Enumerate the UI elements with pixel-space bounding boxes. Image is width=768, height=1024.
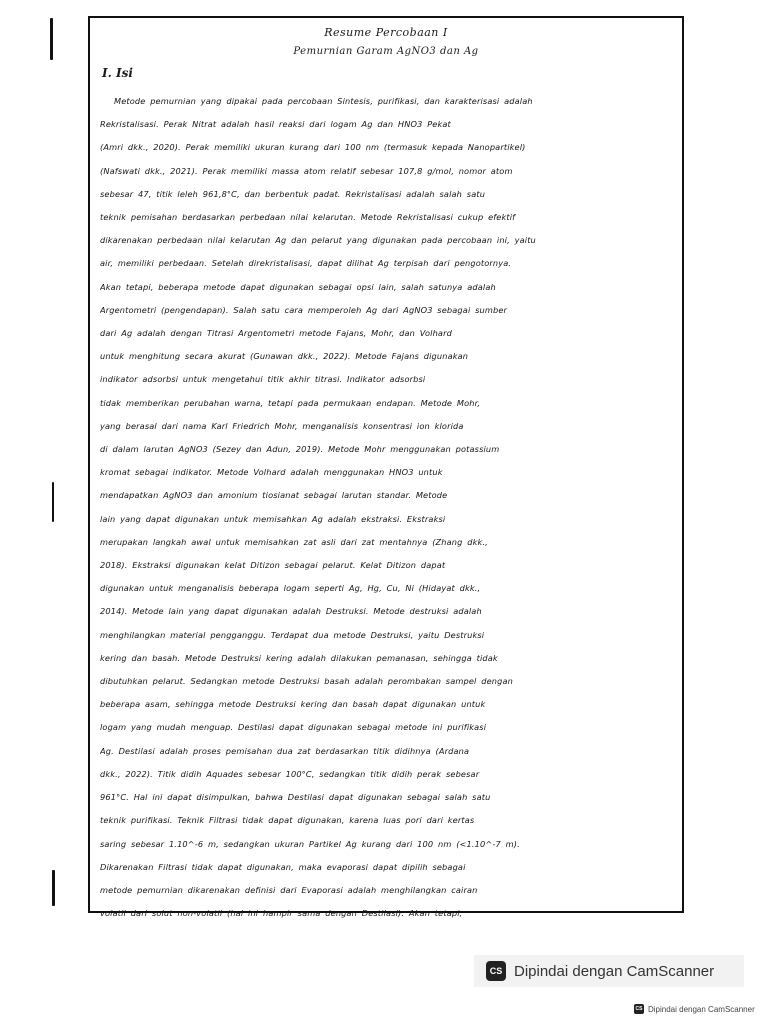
text-line: dari Ag adalah dengan Titrasi Argentometri metode Fajans, Mohr, dan Volhard <box>100 328 452 339</box>
text-line: beberapa asam, sehingga metode Destruksi kering dan basah dapat digunakan untuk <box>100 699 486 710</box>
text-line: yang berasal dari nama Karl Friedrich Mohr, menganalisis konsentrasi ion klorida <box>100 420 464 431</box>
text-line: (Nafswati dkk., 2021). Perak memiliki massa atom relatif sebesar 107,8 g/mol, nomor atom <box>100 165 513 176</box>
text-line: merupakan langkah awal untuk memisahkan zat asli dari zat mentahnya (Zhang dkk., <box>100 536 488 547</box>
text-line: Ag. Destilasi adalah proses pemisahan dua zat berdasarkan titik didihnya (Ardana <box>100 745 470 756</box>
text-line: (Amri dkk., 2020). Perak memiliki ukuran kurang dari 100 nm (termasuk kepada Nanopartikel) <box>100 142 526 153</box>
text-line: Akan tetapi, beberapa metode dapat digunakan sebagai opsi lain, salah satunya adalah <box>100 281 496 292</box>
text-line: tidak memberikan perubahan warna, tetapi pada permukaan endapan. Metode Mohr, <box>100 397 481 408</box>
text-line: teknik pemisahan berdasarkan perbedaan nilai kelarutan. Metode Rekristalisasi cukup efektif <box>100 212 516 223</box>
text-line: Metode pemurnian yang dipakai pada percobaan Sintesis, purifikasi, dan karakterisasi adalah <box>114 96 533 106</box>
text-line: 2018). Ekstraksi digunakan kelat Ditizon sebagai pelarut. Kelat Ditizon dapat <box>100 560 446 571</box>
scan-edge-mark-bottom <box>52 870 55 906</box>
camscanner-logo-icon: CS <box>486 961 506 981</box>
text-line: logam yang mudah menguap. Destilasi dapat digunakan sebagai metode ini purifikasi <box>100 722 487 733</box>
text-line: dkk., 2022). Titik didih Aquades sebesar 100°C, sedangkan titik didih perak sebesar <box>100 768 480 779</box>
text-line: kering dan basah. Metode Destruksi kering adalah dilakukan pemanasan, sehingga tidak <box>100 652 498 663</box>
text-line: dikarenakan perbedaan nilai kelarutan Ag dan pelarut yang digunakan pada percobaan ini, yaitu <box>100 235 536 246</box>
document-subtitle: Pemurnian Garam AgNO3 dan Ag <box>293 46 479 57</box>
camscanner-small-logo-icon: CS <box>635 1006 643 1012</box>
text-line: menghilangkan material pengganggu. Terdapat dua metode Destruksi, yaitu Destruksi <box>100 629 485 640</box>
text-line: saring sebesar 1.10^-6 m, sedangkan ukuran Partikel Ag kurang dari 100 nm (<1.10^-7 m). <box>100 838 520 849</box>
text-line: Rekristalisasi. Perak Nitrat adalah hasil reaksi dari logam Ag dan HNO3 Pekat <box>100 119 451 130</box>
text-line: sebesar 47, titik leleh 961,8°C, dan berbentuk padat. Rekristalisasi adalah salah satu <box>100 188 486 199</box>
text-line: teknik purifikasi. Teknik Filtrasi tidak dapat digunakan, karena luas pori dari kertas <box>100 815 475 826</box>
text-line: untuk menghitung secara akurat (Gunawan dkk., 2022). Metode Fajans digunakan <box>100 351 469 362</box>
text-line: Dikarenakan Filtrasi tidak dapat digunakan, maka evaporasi dapat dipilih sebagai <box>100 861 466 872</box>
camscanner-label: Dipindai dengan CamScanner <box>514 962 715 980</box>
text-line: volatil dari solut non-volatil (hal ini hampir sama dengan Destilasi). Akan tetapi, <box>100 908 463 919</box>
text-line: air, memiliki perbedaan. Setelah direkristalisasi, dapat dilihat Ag terpisah dari pengotornya. <box>100 258 512 269</box>
text-line: 2014). Metode lain yang dapat digunakan adalah Destruksi. Metode destruksi adalah <box>100 606 482 617</box>
document-title: Resume Percobaan I <box>324 26 448 39</box>
handwritten-page <box>88 16 684 919</box>
text-line: Argentometri (pengendapan). Salah satu cara memperoleh Ag dari AgNO3 sebagai sumber <box>100 304 508 315</box>
scan-edge-mark-middle <box>52 482 54 522</box>
text-line: kromat sebagai indikator. Metode Volhard adalah menggunakan HNO3 untuk <box>100 467 443 478</box>
camscanner-small-label: Dipindai dengan CamScanner <box>648 1004 755 1014</box>
text-line: lain yang dapat digunakan untuk memisahkan Ag adalah ekstraksi. Ekstraksi <box>100 513 446 524</box>
text-line: 961°C. Hal ini dapat disimpulkan, bahwa Destilasi dapat digunakan sebagai salah satu <box>100 792 491 803</box>
text-line: metode pemurnian dikarenakan definisi dari Evaporasi adalah menghilangkan cairan <box>100 884 478 895</box>
body-paragraph <box>100 90 674 925</box>
section-heading: I. Isi <box>102 66 133 80</box>
text-line: dibutuhkan pelarut. Sedangkan metode Destruksi basah adalah perombakan sampel dengan <box>100 676 513 687</box>
text-line: di dalam larutan AgNO3 (Sezey dan Adun, 2019). Metode Mohr menggunakan potassium <box>100 444 500 455</box>
text-line: indikator adsorbsi untuk mengetahui titik akhir titrasi. Indikator adsorbsi <box>100 374 426 385</box>
camscanner-watermark <box>474 955 744 987</box>
text-line: mendapatkan AgNO3 dan amonium tiosianat sebagai larutan standar. Metode <box>100 490 448 501</box>
scan-edge-mark-top <box>50 18 53 60</box>
camscanner-footer <box>634 1004 755 1014</box>
text-line: digunakan untuk menganalisis beberapa logam seperti Ag, Hg, Cu, Ni (Hidayat dkk., <box>100 583 481 594</box>
